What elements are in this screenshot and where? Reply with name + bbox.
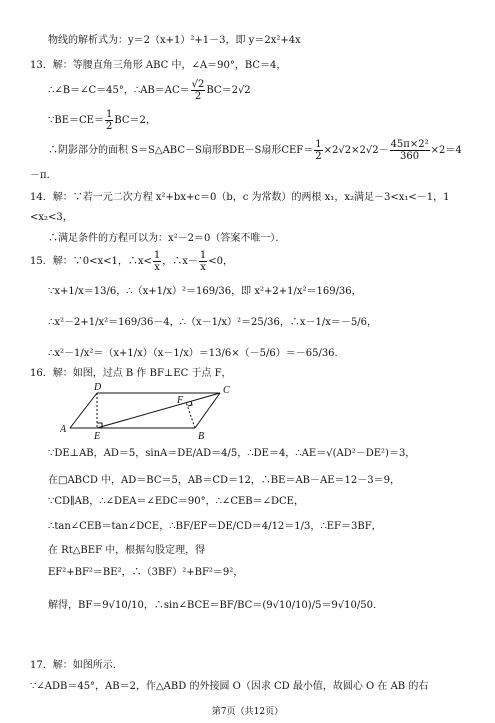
- label-D: D: [94, 383, 102, 393]
- problem-15-heading: [30, 250, 495, 274]
- fraction: [191, 79, 206, 102]
- p14-line-b: [30, 212, 495, 224]
- p15d-text: ∴x²－1/x²＝（x+1/x）（x－1/x）＝13/6×（－5/6）＝－65/36．: [48, 348, 345, 359]
- label-C: C: [223, 385, 230, 396]
- p16-line-c: [48, 475, 495, 487]
- p16-line-g: [48, 567, 495, 579]
- p15-line-b: [48, 286, 495, 298]
- segment-EC: [97, 393, 220, 428]
- fraction: [105, 109, 113, 132]
- p16-line-d: [48, 496, 495, 508]
- label-B: B: [198, 431, 205, 442]
- numerator: √2: [191, 79, 205, 90]
- p13b-part1: ∴∠B＝∠C＝45°，∴AB＝AC＝: [48, 85, 190, 96]
- problem-16-heading: [30, 368, 495, 380]
- p14c-text: ∴满足条件的方程可以为：x²－2＝0（答案不唯一）．: [48, 233, 286, 244]
- p16e-text: ∴tan∠CEB＝tan∠DCE，∴BF/EF＝DE/CD＝4/12＝1/3，∴EF＝3BF，: [48, 521, 382, 532]
- p16g-text: EF²+BF²＝BE²，∴（3BF）²+BF²＝9²，: [48, 567, 244, 578]
- numerator: 1: [105, 109, 113, 120]
- p15-line-d: [48, 348, 495, 360]
- p13b-part2: BC＝2√2: [206, 85, 251, 96]
- p15-part3: <0，: [208, 256, 234, 267]
- p13e-text: －π．: [30, 170, 57, 181]
- p16h-part3: ＝9√10/50．: [321, 600, 383, 611]
- p15-part2: ，∴x－: [162, 256, 198, 267]
- p17-text: 17．解：如图所示．: [30, 660, 123, 671]
- p14-line-c: [48, 233, 495, 245]
- numerator: 1: [199, 250, 207, 261]
- p15c-text: ∴x²－2+1/x²＝169/36－4，∴（x－1/x）²＝25/36，∴x－1/x＝－5/6，: [48, 317, 377, 328]
- numerator: 1: [315, 139, 322, 150]
- numerator: 45π×2²: [390, 139, 429, 150]
- p16c-text: 在□ABCD 中，AD＝BC＝5，AB＝CD＝12，∴BE＝AB－AE＝12－3＝9，: [48, 475, 400, 486]
- p15b-text: ∵x+1/x＝13/6，∴（x+1/x）²＝169/36，即 x²+2+1/x²＝169/36，: [48, 286, 362, 297]
- p16-line-e: [48, 521, 495, 533]
- p14-text: 14．解：∵若一元二次方程 x²+bx+c＝0（b，c 为常数）的两根 x₁，x₂满足－3<x₁<－1，1: [30, 192, 450, 203]
- fraction: [199, 250, 207, 273]
- p16h-frac1: 9√10/10: [102, 600, 144, 611]
- problem-14-heading: [30, 192, 495, 204]
- denominator: x: [154, 262, 160, 273]
- p17-line-b: [30, 681, 495, 693]
- segment-BF: [186, 402, 195, 428]
- fraction: [314, 139, 322, 162]
- denominator: 2: [105, 121, 113, 132]
- p16-line-b: [48, 448, 495, 460]
- p15-part1: 15．解：∵0<x<1，∴x<: [30, 256, 152, 267]
- denominator: 360: [400, 151, 420, 162]
- p16h-part1: 解得，BF＝: [48, 600, 103, 611]
- denominator: 2: [194, 91, 202, 102]
- p16-text: 16．解：如图，过点 B 作 BF⊥EC 于点 F，: [30, 368, 232, 379]
- problem-17-heading: [30, 660, 495, 672]
- p13c-part1: ∵BE＝CE＝: [48, 115, 104, 126]
- segment-AD: [70, 393, 97, 428]
- p17b-text: ∵∠ADB＝45°，AB＝2，作△ABD 的外接圆 O（因求 CD 最小值，故圆心 O 在 AB 的右: [30, 681, 429, 692]
- page-footer: 第7页（共12页）: [211, 707, 284, 717]
- p13d-part1: ∴阴影部分的面积 S＝S△ABC－S扇形BDE－S扇形CEF＝: [48, 145, 314, 156]
- p16h-frac2: (9√10/10)/5: [262, 600, 322, 611]
- line-01: 物线的解析式为：y＝2（x+1）²+1－3，即 y＝2x²+4x: [48, 35, 301, 46]
- p16b-text: ∵DE⊥AB，AD＝5，sinA＝DE/AD＝4/5，∴DE＝4，∴AE＝√(AD²－DE²)＝3，: [48, 448, 416, 459]
- numerator: 1: [153, 250, 161, 261]
- p13-line-c: [48, 109, 495, 133]
- p13-text: 13．解：等腰直角三角形 ABC 中，∠A＝90°，BC＝4，: [30, 60, 287, 71]
- p16-line-h: [48, 600, 495, 612]
- fraction: [390, 139, 430, 162]
- parallelogram-figure: [60, 383, 230, 445]
- p16d-text: ∵CD∥AB，∴∠DEA＝∠EDC＝90°，∴∠CEB＝∠DCE，: [48, 496, 304, 507]
- label-E: E: [94, 431, 101, 442]
- p14b-text: <x₂<3，: [30, 212, 73, 223]
- p15-line-c: [48, 317, 495, 329]
- label-A: A: [60, 424, 67, 435]
- fraction: [153, 250, 161, 273]
- denominator: 2: [315, 151, 322, 162]
- p16h-part2: ，∴sin∠BCE＝BF/BC＝: [143, 600, 263, 611]
- p13-line-b: [48, 79, 495, 103]
- p16-line-f: [48, 545, 495, 557]
- p13d-part2: ×2√2×2√2－: [323, 145, 389, 156]
- text-line: [48, 35, 495, 47]
- p16f-text: 在 Rt△BEF 中，根据勾股定理，得: [48, 545, 206, 556]
- p13-line-e: [30, 170, 495, 182]
- problem-13-heading: [30, 60, 495, 72]
- p13c-part2: BC＝2，: [114, 115, 156, 126]
- segment-BC: [195, 393, 220, 428]
- label-F: F: [177, 395, 184, 406]
- p13d-part3: ×2＝4: [430, 145, 462, 156]
- p13-line-d: [48, 139, 495, 163]
- denominator: x: [200, 262, 206, 273]
